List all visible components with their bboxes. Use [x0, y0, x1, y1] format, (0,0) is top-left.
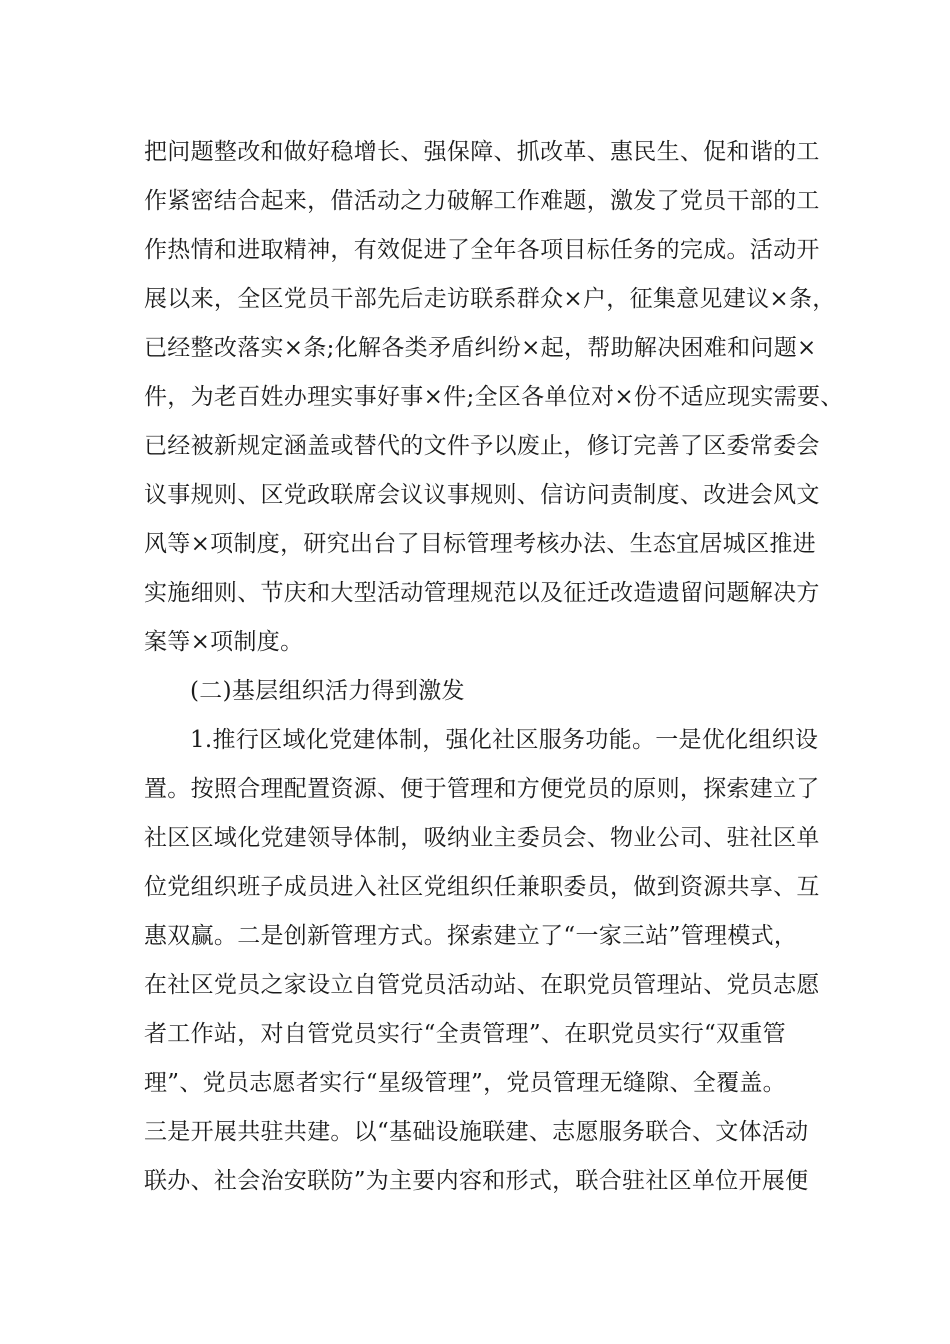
paragraph-line: 作热情和进取精神，有效促进了全年各项目标任务的完成。活动开 [144, 237, 820, 263]
paragraph-line: 位党组织班子成员进入社区党组织任兼职委员，做到资源共享、互 [144, 874, 820, 900]
paragraph-line: 1.推行区域化党建体制，强化社区服务功能。一是优化组织设 [190, 727, 819, 753]
paragraph-line: 惠双赢。二是创新管理方式。探索建立了“一家三站”管理模式， [144, 923, 798, 949]
paragraph-line: 社区区域化党建领导体制，吸纳业主委员会、物业公司、驻社区单 [144, 825, 820, 851]
paragraph-line: 作紧密结合起来，借活动之力破解工作难题，激发了党员干部的工 [144, 188, 820, 214]
paragraph-line: 已经整改落实×条;化解各类矛盾纠纷×起，帮助解决困难和问题× [144, 335, 817, 361]
section-heading: (二)基层组织活力得到激发 [190, 678, 465, 704]
paragraph-line: 已经被新规定涵盖或替代的文件予以废止，修订完善了区委常委会 [144, 433, 820, 459]
paragraph-line: 理”、党员志愿者实行“星级管理”，党员管理无缝隙、全覆盖。 [144, 1070, 786, 1096]
paragraph-line: 者工作站，对自管党员实行“全责管理”、在职党员实行“双重管 [144, 1021, 786, 1047]
paragraph-line: 把问题整改和做好稳增长、强保障、抓改革、惠民生、促和谐的工 [144, 139, 820, 165]
paragraph-line: 三是开展共驻共建。以“基础设施联建、志愿服务联合、文体活动 [144, 1119, 809, 1145]
body-text [144, 128, 844, 1206]
paragraph-line: 展以来，全区党员干部先后走访联系群众×户，征集意见建议×条， [144, 286, 836, 312]
paragraph-line: 置。按照合理配置资源、便于管理和方便党员的原则，探索建立了 [144, 776, 820, 802]
paragraph-line: 风等×项制度，研究出台了目标管理考核办法、生态宜居城区推进 [144, 531, 816, 557]
paragraph-line: 案等×项制度。 [144, 629, 304, 655]
paragraph-line: 在社区党员之家设立自管党员活动站、在职党员管理站、党员志愿 [144, 972, 820, 998]
paragraph-line: 实施细则、节庆和大型活动管理规范以及征迁改造遗留问题解决方 [144, 580, 820, 606]
paragraph-line: 联办、社会治安联防”为主要内容和形式，联合驻社区单位开展便 [144, 1168, 809, 1194]
paragraph-line: 议事规则、区党政联席会议议事规则、信访问责制度、改进会风文 [144, 482, 820, 508]
paragraph-line: 件，为老百姓办理实事好事×件;全区各单位对×份不适应现实需要、 [144, 384, 844, 410]
